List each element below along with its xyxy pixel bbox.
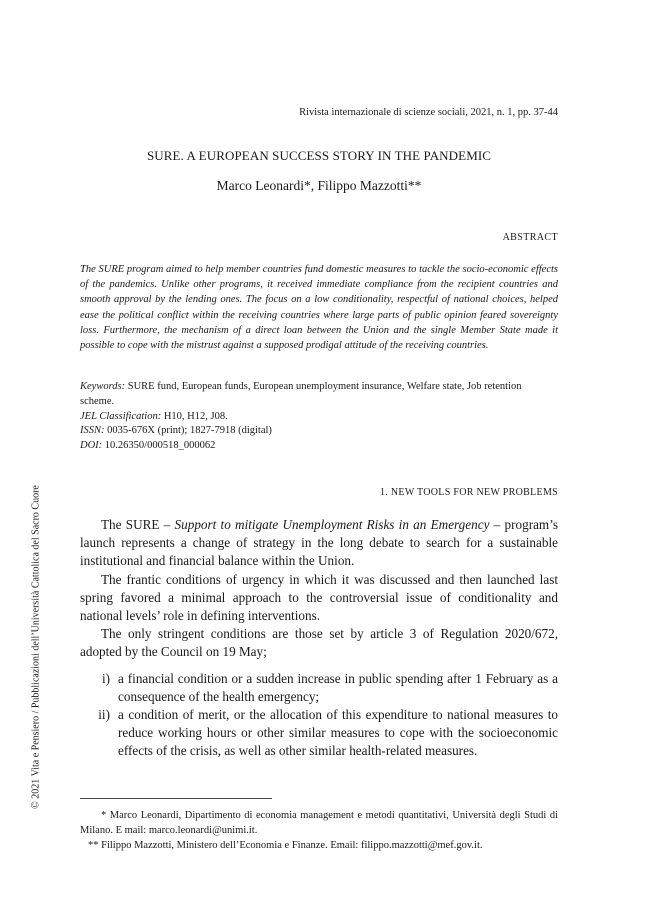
jel-value: H10, H12, J08.: [163, 410, 228, 422]
conditions-list: [80, 670, 558, 761]
list-item: [80, 706, 558, 761]
footnote-1: * Marco Leonardi, Dipartimento di economia management e metodi quantitativi, Università degli Studi di Milano. E mail: marco.leonardi@unimi.it.: [80, 810, 558, 836]
body-paragraph-1: [80, 516, 558, 571]
abstract-text: The SURE program aimed to help member countries fund domestic measures to tackle the socio-economic effects of the pandemics. Unlike other programs, it received immediate compliance from the recipient countries and smooth approval by the lending ones. The focus on a low conditionality, respectful of national choices, helped ease the political conflict within the receiving countries where large parts of public opinion feared sovereignty loss. Furthermore, the mechanism of a direct loan between the Union and the single Member State made it possible to cope with the mistrust against a supposed prodigal attitude of the receiving countries.: [80, 264, 558, 352]
doi-value: 10.26350/000518_000062: [104, 440, 216, 452]
footnote-2: ** Filippo Mazzotti, Ministero dell’Economia e Finanze. Email: filippo.mazzotti@mef.gov.it.: [88, 840, 483, 851]
running-head: Rivista internazionale di scienze sociali, 2021, n. 1, pp. 37-44: [299, 107, 558, 118]
keywords-line: [80, 380, 558, 410]
paper-title: SURE. A EUROPEAN SUCCESS STORY IN THE PANDEMIC: [146, 148, 492, 163]
doi-label: DOI:: [80, 440, 103, 452]
section-heading: 1. NEW TOOLS FOR NEW PROBLEMS: [380, 487, 558, 498]
list-marker: i): [101, 670, 110, 686]
issn-line: [80, 424, 558, 439]
issn-label: ISSN:: [80, 425, 105, 437]
p1-italic: Support to mitigate Unemployment Risks in an Emergency: [174, 517, 490, 532]
footnotes: [80, 808, 558, 853]
list-item-text: a condition of merit, or the allocation of this expenditure to national measures to reduce working hours or other similar measures to cope with the socioeconomic effects of the crisis, as well as other similar health-related measures.: [118, 707, 558, 759]
side-copyright-text: © 2021 Vita e Pensiero / Pubblicazioni dell’Università Cattolica del Sacro Cuore: [30, 485, 42, 809]
keywords-value: SURE fund, European funds, European unemployment insurance, Welfare state, Job retention scheme.: [80, 381, 522, 407]
abstract-heading: ABSTRACT: [502, 232, 558, 243]
body-paragraph-3: The only stringent conditions are those set by article 3 of Regulation 2020/672, adopted by the Council on 19 May;: [80, 626, 558, 660]
footnote-rule: [80, 798, 272, 799]
list-item: [80, 670, 558, 706]
paper-page: [80, 0, 558, 916]
metadata-block: [80, 380, 558, 454]
body-paragraph-2: The frantic conditions of urgency in which it was discussed and then launched last spring favored a minimal approach to the controversial issue of conditionality and national levels’ role in defining interventions.: [80, 571, 558, 624]
body-text: [80, 516, 558, 761]
p1-start: The SURE –: [101, 517, 175, 532]
p1-end: – program’s launch represents a change of strategy in the long debate to search for a sustainable institutional and financial balance within the Union.: [80, 517, 558, 569]
side-copyright: [29, 470, 43, 824]
keywords-label: Keywords:: [80, 381, 126, 392]
jel-line: [80, 410, 558, 425]
jel-label: JEL Classification:: [80, 410, 162, 422]
paper-authors: Marco Leonardi*, Filippo Mazzotti**: [216, 178, 422, 193]
doi-line: [80, 439, 558, 454]
list-item-text: a financial condition or a sudden increase in public spending after 1 February as a consequence of the health emergency;: [118, 670, 558, 704]
list-marker: ii): [98, 707, 110, 723]
issn-value: 0035-676X (print); 1827-7918 (digital): [107, 425, 272, 437]
